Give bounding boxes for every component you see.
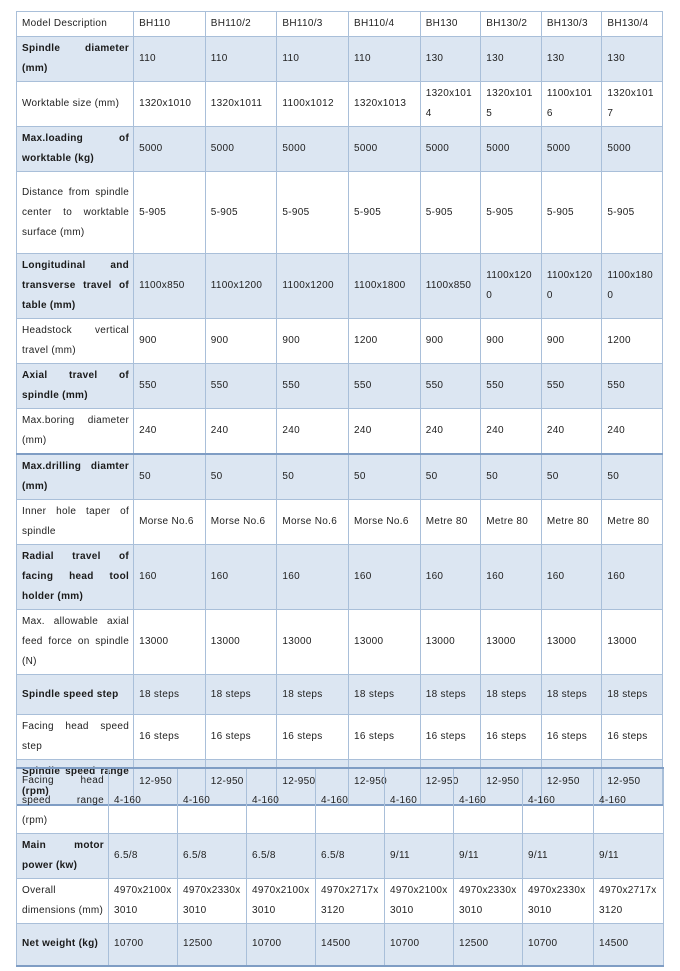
spec-value-cell: 9/11 bbox=[523, 834, 594, 879]
spec-value-cell: 4970x2717x3120 bbox=[594, 879, 664, 924]
spec-value-cell: 1320x1015 bbox=[481, 82, 542, 127]
spec-value-cell: 10700 bbox=[109, 924, 178, 966]
spec-value-cell: 1100x850 bbox=[134, 254, 206, 319]
spec-value-cell: 5000 bbox=[481, 127, 542, 172]
spec-value-cell: 900 bbox=[134, 319, 206, 364]
spec-row bbox=[17, 834, 664, 879]
spec-row bbox=[17, 768, 664, 834]
spec-value-cell: 13000 bbox=[277, 610, 349, 675]
spec-value-cell: 240 bbox=[277, 409, 349, 455]
spec-value-cell: 5000 bbox=[541, 127, 602, 172]
spec-table-upper bbox=[16, 11, 663, 806]
spec-label-cell: Worktable size (mm) bbox=[17, 82, 134, 127]
spec-value-cell: 1100x1200 bbox=[205, 254, 277, 319]
spec-label-cell: Facing head speed step bbox=[17, 715, 134, 760]
spec-value-cell: 12-950 bbox=[349, 760, 421, 806]
spec-value-cell: 16 steps bbox=[420, 715, 481, 760]
spec-value-cell: 5000 bbox=[134, 127, 206, 172]
spec-value-cell: 12-950 bbox=[277, 760, 349, 806]
spec-value-cell: 1100x1800 bbox=[349, 254, 421, 319]
spec-value-cell: 10700 bbox=[247, 924, 316, 966]
spec-value-cell: 5000 bbox=[277, 127, 349, 172]
spec-value-cell: 14500 bbox=[594, 924, 664, 966]
spec-value-cell: 12-950 bbox=[541, 760, 602, 806]
spec-label-cell: Facing head speed range (rpm) bbox=[17, 768, 109, 834]
spec-label-cell: Spindle speed step bbox=[17, 675, 134, 715]
spec-value-cell: 1200 bbox=[349, 319, 421, 364]
spec-label-cell: Axial travel of spindle (mm) bbox=[17, 364, 134, 409]
spec-label-cell: Distance from spindle center to worktable surface (mm) bbox=[17, 172, 134, 254]
spec-value-cell: Metre 80 bbox=[541, 500, 602, 545]
spec-value-cell: 130 bbox=[602, 37, 663, 82]
spec-label-cell: Main motor power (kw) bbox=[17, 834, 109, 879]
spec-row bbox=[17, 879, 664, 924]
spec-row bbox=[17, 37, 663, 82]
spec-row bbox=[17, 172, 663, 254]
spec-value-cell: 1200 bbox=[602, 319, 663, 364]
spec-value-cell: 5000 bbox=[205, 127, 277, 172]
spec-value-cell: 12-950 bbox=[602, 760, 663, 806]
spec-value-cell: 13000 bbox=[349, 610, 421, 675]
spec-value-cell: 1320x1011 bbox=[205, 82, 277, 127]
spec-value-cell: 550 bbox=[205, 364, 277, 409]
spec-value-cell: Morse No.6 bbox=[349, 500, 421, 545]
spec-label-cell: Max. allowable axial feed force on spindle (N) bbox=[17, 610, 134, 675]
spec-value-cell: 16 steps bbox=[602, 715, 663, 760]
spec-value-cell: 5000 bbox=[420, 127, 481, 172]
spec-value-cell: 900 bbox=[205, 319, 277, 364]
spec-value-cell: 12500 bbox=[178, 924, 247, 966]
spec-value-cell: Morse No.6 bbox=[134, 500, 206, 545]
spec-value-cell: 4970x2100x3010 bbox=[109, 879, 178, 924]
spec-value-cell: 900 bbox=[541, 319, 602, 364]
model-header-cell: BH110 bbox=[134, 12, 206, 37]
spec-value-cell: 13000 bbox=[205, 610, 277, 675]
spec-value-cell: 4970x2330x3010 bbox=[523, 879, 594, 924]
spec-value-cell: Metre 80 bbox=[420, 500, 481, 545]
spec-value-cell: 160 bbox=[134, 545, 206, 610]
spec-value-cell: 18 steps bbox=[277, 675, 349, 715]
spec-value-cell: 12-950 bbox=[205, 760, 277, 806]
spec-value-cell: 6.5/8 bbox=[109, 834, 178, 879]
spec-row bbox=[17, 127, 663, 172]
spec-value-cell: 18 steps bbox=[205, 675, 277, 715]
spec-value-cell: 4970x2717x3120 bbox=[316, 879, 385, 924]
spec-value-cell: 4970x2100x3010 bbox=[247, 879, 316, 924]
spec-value-cell: 160 bbox=[541, 545, 602, 610]
header-label-cell: Model Description bbox=[17, 12, 134, 37]
spec-value-cell: 12-950 bbox=[420, 760, 481, 806]
spec-value-cell: 900 bbox=[420, 319, 481, 364]
model-header-cell: BH130/3 bbox=[541, 12, 602, 37]
spec-value-cell: 4-160 bbox=[523, 768, 594, 834]
spec-value-cell: 1100x1012 bbox=[277, 82, 349, 127]
spec-label-cell: Radial travel of facing head tool holder (mm) bbox=[17, 545, 134, 610]
spec-value-cell: 4970x2100x3010 bbox=[385, 879, 454, 924]
spec-value-cell: 110 bbox=[277, 37, 349, 82]
spec-value-cell: 13000 bbox=[134, 610, 206, 675]
spec-value-cell: Metre 80 bbox=[602, 500, 663, 545]
spec-value-cell: 1100x1200 bbox=[277, 254, 349, 319]
spec-value-cell: 550 bbox=[481, 364, 542, 409]
spec-row bbox=[17, 545, 663, 610]
model-header-cell: BH130/2 bbox=[481, 12, 542, 37]
spec-value-cell: 1100x1016 bbox=[541, 82, 602, 127]
spec-value-cell: 12500 bbox=[454, 924, 523, 966]
spec-value-cell: 130 bbox=[541, 37, 602, 82]
spec-row bbox=[17, 924, 664, 966]
spec-row bbox=[17, 610, 663, 675]
spec-value-cell: 4-160 bbox=[109, 768, 178, 834]
spec-value-cell: 4970x2330x3010 bbox=[454, 879, 523, 924]
spec-row bbox=[17, 319, 663, 364]
spec-value-cell: 110 bbox=[205, 37, 277, 82]
spec-value-cell: 160 bbox=[277, 545, 349, 610]
spec-value-cell: 50 bbox=[205, 454, 277, 500]
spec-value-cell: 13000 bbox=[481, 610, 542, 675]
spec-value-cell: Morse No.6 bbox=[205, 500, 277, 545]
spec-value-cell: 16 steps bbox=[349, 715, 421, 760]
spec-value-cell: 50 bbox=[349, 454, 421, 500]
spec-value-cell: 12-950 bbox=[134, 760, 206, 806]
spec-value-cell: Morse No.6 bbox=[277, 500, 349, 545]
model-header-cell: BH110/4 bbox=[349, 12, 421, 37]
spec-value-cell: 4-160 bbox=[178, 768, 247, 834]
spec-value-cell: 160 bbox=[420, 545, 481, 610]
spec-value-cell: 9/11 bbox=[454, 834, 523, 879]
spec-value-cell: Metre 80 bbox=[481, 500, 542, 545]
spec-value-cell: 160 bbox=[349, 545, 421, 610]
spec-value-cell: 6.5/8 bbox=[316, 834, 385, 879]
spec-value-cell: 5-905 bbox=[541, 172, 602, 254]
spec-value-cell: 1320x1013 bbox=[349, 82, 421, 127]
spec-value-cell: 240 bbox=[349, 409, 421, 455]
spec-value-cell: 550 bbox=[277, 364, 349, 409]
spec-value-cell: 16 steps bbox=[481, 715, 542, 760]
spec-label-cell: Spindle speed range (rpm) bbox=[17, 760, 134, 806]
spec-value-cell: 18 steps bbox=[541, 675, 602, 715]
spec-value-cell: 9/11 bbox=[385, 834, 454, 879]
spec-value-cell: 18 steps bbox=[420, 675, 481, 715]
spec-label-cell: Overall dimensions (mm) bbox=[17, 879, 109, 924]
spec-value-cell: 900 bbox=[277, 319, 349, 364]
spec-row bbox=[17, 454, 663, 500]
spec-value-cell: 240 bbox=[134, 409, 206, 455]
spec-value-cell: 4970x2330x3010 bbox=[178, 879, 247, 924]
model-header-cell: BH130/4 bbox=[602, 12, 663, 37]
spec-row bbox=[17, 675, 663, 715]
spec-row bbox=[17, 715, 663, 760]
spec-value-cell: 900 bbox=[481, 319, 542, 364]
spec-value-cell: 550 bbox=[420, 364, 481, 409]
spec-table-lower bbox=[16, 767, 664, 967]
spec-value-cell: 4-160 bbox=[594, 768, 664, 834]
spec-value-cell: 160 bbox=[602, 545, 663, 610]
spec-value-cell: 4-160 bbox=[247, 768, 316, 834]
spec-value-cell: 50 bbox=[277, 454, 349, 500]
spec-value-cell: 5000 bbox=[602, 127, 663, 172]
spec-value-cell: 240 bbox=[205, 409, 277, 455]
spec-value-cell: 13000 bbox=[420, 610, 481, 675]
spec-value-cell: 1320x1010 bbox=[134, 82, 206, 127]
model-header-cell: BH110/2 bbox=[205, 12, 277, 37]
spec-value-cell: 240 bbox=[602, 409, 663, 455]
spec-row bbox=[17, 364, 663, 409]
spec-value-cell: 550 bbox=[541, 364, 602, 409]
spec-value-cell: 6.5/8 bbox=[178, 834, 247, 879]
spec-value-cell: 5000 bbox=[349, 127, 421, 172]
spec-value-cell: 130 bbox=[420, 37, 481, 82]
spec-value-cell: 18 steps bbox=[481, 675, 542, 715]
spec-value-cell: 110 bbox=[349, 37, 421, 82]
spec-value-cell: 160 bbox=[481, 545, 542, 610]
spec-value-cell: 6.5/8 bbox=[247, 834, 316, 879]
spec-value-cell: 5-905 bbox=[134, 172, 206, 254]
spec-value-cell: 1100x1800 bbox=[602, 254, 663, 319]
spec-value-cell: 240 bbox=[420, 409, 481, 455]
spec-value-cell: 10700 bbox=[385, 924, 454, 966]
spec-label-cell: Spindle diameter (mm) bbox=[17, 37, 134, 82]
spec-value-cell: 4-160 bbox=[454, 768, 523, 834]
spec-value-cell: 10700 bbox=[523, 924, 594, 966]
spec-row bbox=[17, 500, 663, 545]
spec-row bbox=[17, 82, 663, 127]
spec-value-cell: 240 bbox=[541, 409, 602, 455]
spec-value-cell: 5-905 bbox=[481, 172, 542, 254]
spec-value-cell: 5-905 bbox=[602, 172, 663, 254]
model-header-cell: BH130 bbox=[420, 12, 481, 37]
spec-label-cell: Inner hole taper of spindle bbox=[17, 500, 134, 545]
spec-value-cell: 5-905 bbox=[205, 172, 277, 254]
spec-value-cell: 550 bbox=[134, 364, 206, 409]
spec-value-cell: 18 steps bbox=[134, 675, 206, 715]
spec-row bbox=[17, 254, 663, 319]
spec-value-cell: 4-160 bbox=[385, 768, 454, 834]
spec-value-cell: 18 steps bbox=[602, 675, 663, 715]
spec-value-cell: 4-160 bbox=[316, 768, 385, 834]
spec-value-cell: 16 steps bbox=[205, 715, 277, 760]
spec-value-cell: 1100x1200 bbox=[541, 254, 602, 319]
spec-value-cell: 50 bbox=[420, 454, 481, 500]
spec-value-cell: 16 steps bbox=[541, 715, 602, 760]
spec-value-cell: 240 bbox=[481, 409, 542, 455]
spec-value-cell: 550 bbox=[349, 364, 421, 409]
spec-label-cell: Max.loading of worktable (kg) bbox=[17, 127, 134, 172]
spec-value-cell: 12-950 bbox=[481, 760, 542, 806]
spec-value-cell: 18 steps bbox=[349, 675, 421, 715]
spec-value-cell: 16 steps bbox=[277, 715, 349, 760]
spec-value-cell: 13000 bbox=[541, 610, 602, 675]
spec-value-cell: 50 bbox=[481, 454, 542, 500]
spec-value-cell: 5-905 bbox=[349, 172, 421, 254]
spec-value-cell: 550 bbox=[602, 364, 663, 409]
spec-value-cell: 13000 bbox=[602, 610, 663, 675]
spec-value-cell: 1100x850 bbox=[420, 254, 481, 319]
spec-value-cell: 16 steps bbox=[134, 715, 206, 760]
spec-value-cell: 1320x1014 bbox=[420, 82, 481, 127]
spec-row bbox=[17, 409, 663, 455]
spec-value-cell: 5-905 bbox=[277, 172, 349, 254]
model-header-cell: BH110/3 bbox=[277, 12, 349, 37]
spec-value-cell: 1320x1017 bbox=[602, 82, 663, 127]
spec-value-cell: 110 bbox=[134, 37, 206, 82]
spec-label-cell: Max.drilling diamter (mm) bbox=[17, 454, 134, 500]
spec-value-cell: 50 bbox=[541, 454, 602, 500]
spec-value-cell: 1100x1200 bbox=[481, 254, 542, 319]
spec-value-cell: 50 bbox=[134, 454, 206, 500]
spec-value-cell: 14500 bbox=[316, 924, 385, 966]
header-row bbox=[17, 12, 663, 37]
spec-value-cell: 5-905 bbox=[420, 172, 481, 254]
spec-value-cell: 160 bbox=[205, 545, 277, 610]
spec-value-cell: 9/11 bbox=[594, 834, 664, 879]
spec-label-cell: Headstock vertical travel (mm) bbox=[17, 319, 134, 364]
spec-value-cell: 130 bbox=[481, 37, 542, 82]
spec-label-cell: Net weight (kg) bbox=[17, 924, 109, 966]
spec-value-cell: 50 bbox=[602, 454, 663, 500]
spec-label-cell: Longitudinal and transverse travel of table (mm) bbox=[17, 254, 134, 319]
spec-label-cell: Max.boring diameter (mm) bbox=[17, 409, 134, 455]
